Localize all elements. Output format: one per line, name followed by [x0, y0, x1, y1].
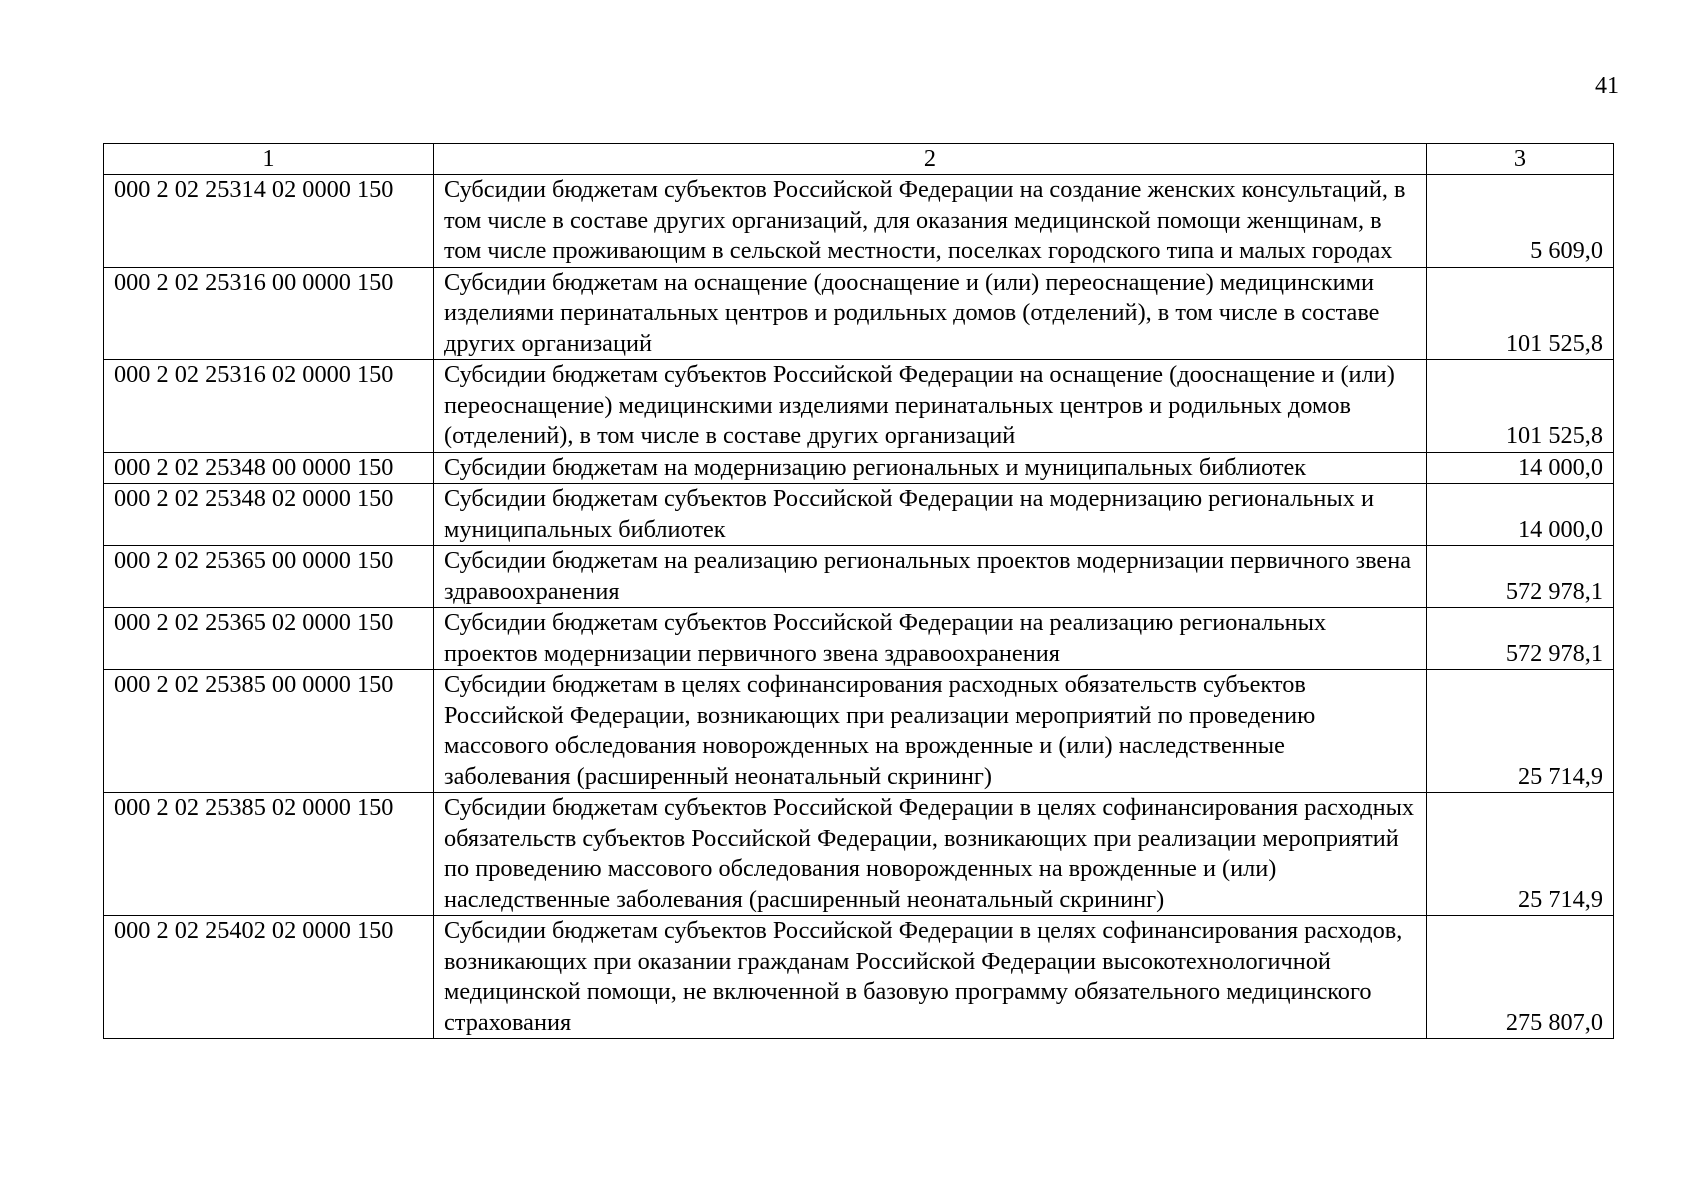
row-amount: 14 000,0	[1427, 484, 1614, 546]
row-amount: 101 525,8	[1427, 267, 1614, 360]
column-header-amount: 3	[1427, 144, 1614, 175]
table-row	[104, 452, 1614, 484]
row-amount: 25 714,9	[1427, 793, 1614, 916]
table-row	[104, 360, 1614, 453]
row-code: 000 2 02 25385 00 0000 150	[104, 670, 434, 793]
row-amount: 275 807,0	[1427, 916, 1614, 1039]
column-header-code: 1	[104, 144, 434, 175]
row-code: 000 2 02 25314 02 0000 150	[104, 175, 434, 268]
column-header-name: 2	[434, 144, 1427, 175]
page-number: 41	[1595, 73, 1619, 99]
row-amount: 101 525,8	[1427, 360, 1614, 453]
row-name: Субсидии бюджетам субъектов Российской Федерации в целях софинансирования расходных обязательств субъектов Российской Федерации, возникающих при реализации мероприятий по проведению массового обследования новорожденных на врожденные и (или) наследственные заболевания (расширенный неонатальный скрининг)	[434, 793, 1427, 916]
table-row	[104, 916, 1614, 1039]
row-name: Субсидии бюджетам субъектов Российской Федерации на оснащение (дооснащение и (или) переоснащение) медицинскими изделиями перинатальных центров и родильных домов (отделений), в том числе в составе других организаций	[434, 360, 1427, 453]
row-code: 000 2 02 25348 00 0000 150	[104, 452, 434, 484]
table-row	[104, 608, 1614, 670]
table-row	[104, 267, 1614, 360]
row-name: Субсидии бюджетам субъектов Российской Федерации на реализацию региональных проектов модернизации первичного звена здравоохранения	[434, 608, 1427, 670]
table-row	[104, 793, 1614, 916]
row-name: Субсидии бюджетам на реализацию региональных проектов модернизации первичного звена здравоохранения	[434, 546, 1427, 608]
budget-table	[103, 143, 1614, 1039]
row-name: Субсидии бюджетам субъектов Российской Федерации в целях софинансирования расходов, возникающих при оказании гражданам Российской Федерации высокотехнологичной медицинской помощи, не включенной в базовую программу обязательного медицинского страхования	[434, 916, 1427, 1039]
row-code: 000 2 02 25316 00 0000 150	[104, 267, 434, 360]
row-name: Субсидии бюджетам на оснащение (дооснащение и (или) переоснащение) медицинскими изделиями перинатальных центров и родильных домов (отделений), в том числе в составе других организаций	[434, 267, 1427, 360]
row-code: 000 2 02 25385 02 0000 150	[104, 793, 434, 916]
row-code: 000 2 02 25402 02 0000 150	[104, 916, 434, 1039]
table-row	[104, 175, 1614, 268]
row-amount: 25 714,9	[1427, 670, 1614, 793]
row-code: 000 2 02 25348 02 0000 150	[104, 484, 434, 546]
row-name: Субсидии бюджетам на модернизацию региональных и муниципальных библиотек	[434, 452, 1427, 484]
table-row	[104, 670, 1614, 793]
row-amount: 572 978,1	[1427, 546, 1614, 608]
row-code: 000 2 02 25365 02 0000 150	[104, 608, 434, 670]
row-name: Субсидии бюджетам субъектов Российской Федерации на создание женских консультаций, в том числе в составе других организаций, для оказания медицинской помощи женщинам, в том числе проживающим в сельской местности, поселках городского типа и малых городах	[434, 175, 1427, 268]
row-code: 000 2 02 25316 02 0000 150	[104, 360, 434, 453]
row-amount: 572 978,1	[1427, 608, 1614, 670]
row-amount: 5 609,0	[1427, 175, 1614, 268]
row-name: Субсидии бюджетам в целях софинансирования расходных обязательств субъектов Российской Федерации, возникающих при реализации мероприятий по проведению массового обследования новорожденных на врожденные и (или) наследственные заболевания (расширенный неонатальный скрининг)	[434, 670, 1427, 793]
table-row	[104, 546, 1614, 608]
table-row	[104, 484, 1614, 546]
row-code: 000 2 02 25365 00 0000 150	[104, 546, 434, 608]
row-amount: 14 000,0	[1427, 452, 1614, 484]
row-name: Субсидии бюджетам субъектов Российской Федерации на модернизацию региональных и муниципальных библиотек	[434, 484, 1427, 546]
table-header-row	[104, 144, 1614, 175]
